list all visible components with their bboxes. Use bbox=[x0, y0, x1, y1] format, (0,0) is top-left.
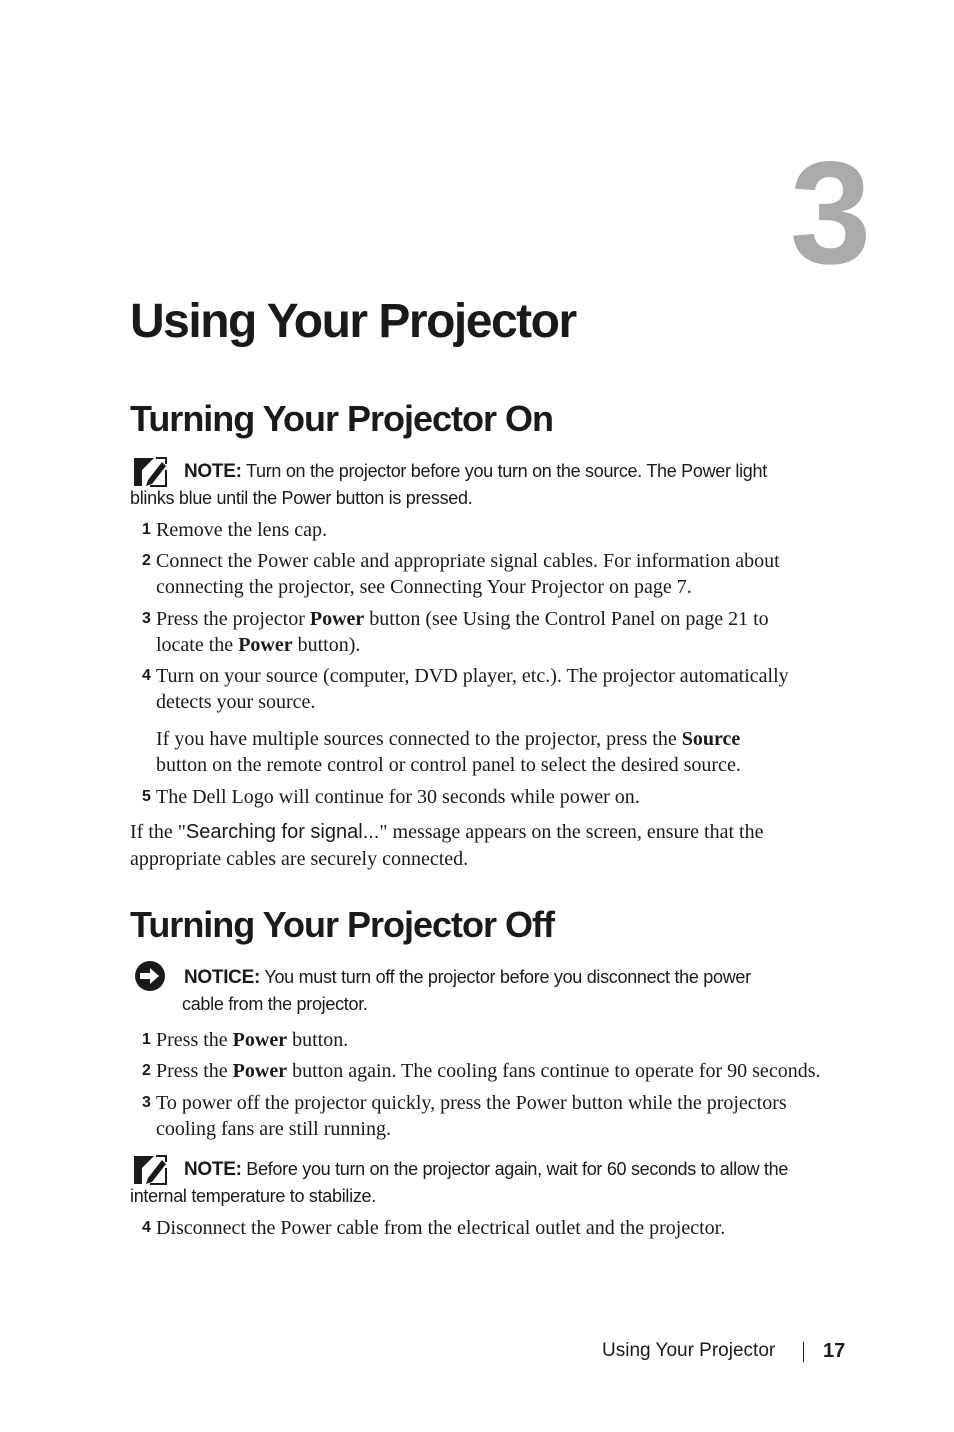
step-text: The Dell Logo will continue for 30 seconds while power on. bbox=[156, 786, 640, 808]
chapter-title: Using Your Projector bbox=[130, 295, 576, 348]
step-text: Connect the Power cable and appropriate signal cables. For information about bbox=[156, 550, 780, 572]
step-number: 4 bbox=[142, 1219, 151, 1236]
notice-line2: cable from the projector. bbox=[182, 994, 368, 1014]
step-number: 3 bbox=[142, 610, 151, 627]
note-text: Turn on the projector before you turn on the source. The bbox=[241, 461, 682, 481]
notice-power-off bbox=[130, 964, 870, 1017]
step-text: Turn on your source (computer, DVD player, etc.). The projector automatically bbox=[156, 665, 789, 687]
step-off-4 bbox=[142, 1215, 872, 1241]
note-label: NOTE: bbox=[184, 1159, 242, 1180]
section-title-off: Turning Your Projector Off bbox=[130, 904, 554, 945]
step-on-2 bbox=[142, 548, 872, 600]
step-text: Disconnect the Power cable from the electrical outlet and the projector. bbox=[156, 1217, 726, 1239]
step-off-1 bbox=[142, 1027, 872, 1053]
note-line2: blinks blue until the Power button is pressed. bbox=[130, 488, 473, 508]
section-title-on: Turning Your Projector On bbox=[130, 398, 554, 439]
step-number: 3 bbox=[142, 1094, 151, 1111]
signal-message: Searching for signal... bbox=[185, 821, 380, 843]
note-power-off bbox=[130, 1156, 870, 1209]
step-text: Remove the lens cap. bbox=[156, 519, 328, 541]
step-extra-line1: If you have multiple sources connected to the projector, press the Source bbox=[156, 728, 741, 750]
page-number: 17 bbox=[823, 1340, 846, 1362]
note-label: NOTE: bbox=[184, 461, 242, 482]
note-text-b: light bbox=[730, 461, 767, 481]
step-text-line2: detects your source. bbox=[156, 691, 316, 713]
step-text-line2: locate the Power button). bbox=[156, 634, 361, 656]
step-extra-line2: button on the remote control or control panel to select the desired source. bbox=[156, 754, 741, 776]
note-text: Before you turn on the projector again, wait for 60 seconds to allow the bbox=[241, 1159, 789, 1179]
footer-section-title: Using Your Projector bbox=[602, 1340, 776, 1361]
signal-paragraph-line2: appropriate cables are securely connected. bbox=[130, 848, 469, 870]
step-text-line2: cooling fans are still running. bbox=[156, 1118, 391, 1140]
step-number: 5 bbox=[142, 788, 151, 805]
step-on-5 bbox=[142, 784, 872, 810]
step-number: 2 bbox=[142, 1062, 151, 1079]
step-text-line2: connecting the projector, see Connecting Your Projector on page 7. bbox=[156, 576, 692, 598]
step-off-3 bbox=[142, 1090, 872, 1142]
step-on-4-extra bbox=[142, 726, 872, 778]
step-text: Press the Power button again. The cooling fans continue to operate for 90 seconds. bbox=[156, 1060, 821, 1082]
step-off-2 bbox=[142, 1058, 882, 1084]
chapter-number: 3 bbox=[790, 131, 868, 294]
step-text: Press the Power button. bbox=[156, 1029, 349, 1051]
step-on-4 bbox=[142, 663, 872, 715]
step-text: Press the projector Power button (see Using the Control Panel on page 21 to bbox=[156, 608, 769, 630]
step-text: To power off the projector quickly, press the Power button while the projectors bbox=[156, 1092, 787, 1114]
step-number: 1 bbox=[142, 521, 151, 538]
step-on-3 bbox=[142, 606, 872, 658]
step-on-1 bbox=[142, 517, 872, 543]
notice-text: You must turn off the projector before you disconnect the power bbox=[260, 967, 751, 987]
step-number: 2 bbox=[142, 552, 151, 569]
step-number: 1 bbox=[142, 1031, 151, 1048]
signal-paragraph: If the "Searching for signal..." message appears on the screen, ensure that the appropriate cables are securely connected. bbox=[130, 819, 870, 873]
note-bold-power: Power bbox=[681, 461, 731, 481]
notice-label: NOTICE: bbox=[184, 967, 261, 988]
note-power-on bbox=[130, 458, 870, 511]
footer-divider bbox=[803, 1342, 804, 1362]
note-line2: internal temperature to stabilize. bbox=[130, 1186, 376, 1206]
step-number: 4 bbox=[142, 667, 151, 684]
